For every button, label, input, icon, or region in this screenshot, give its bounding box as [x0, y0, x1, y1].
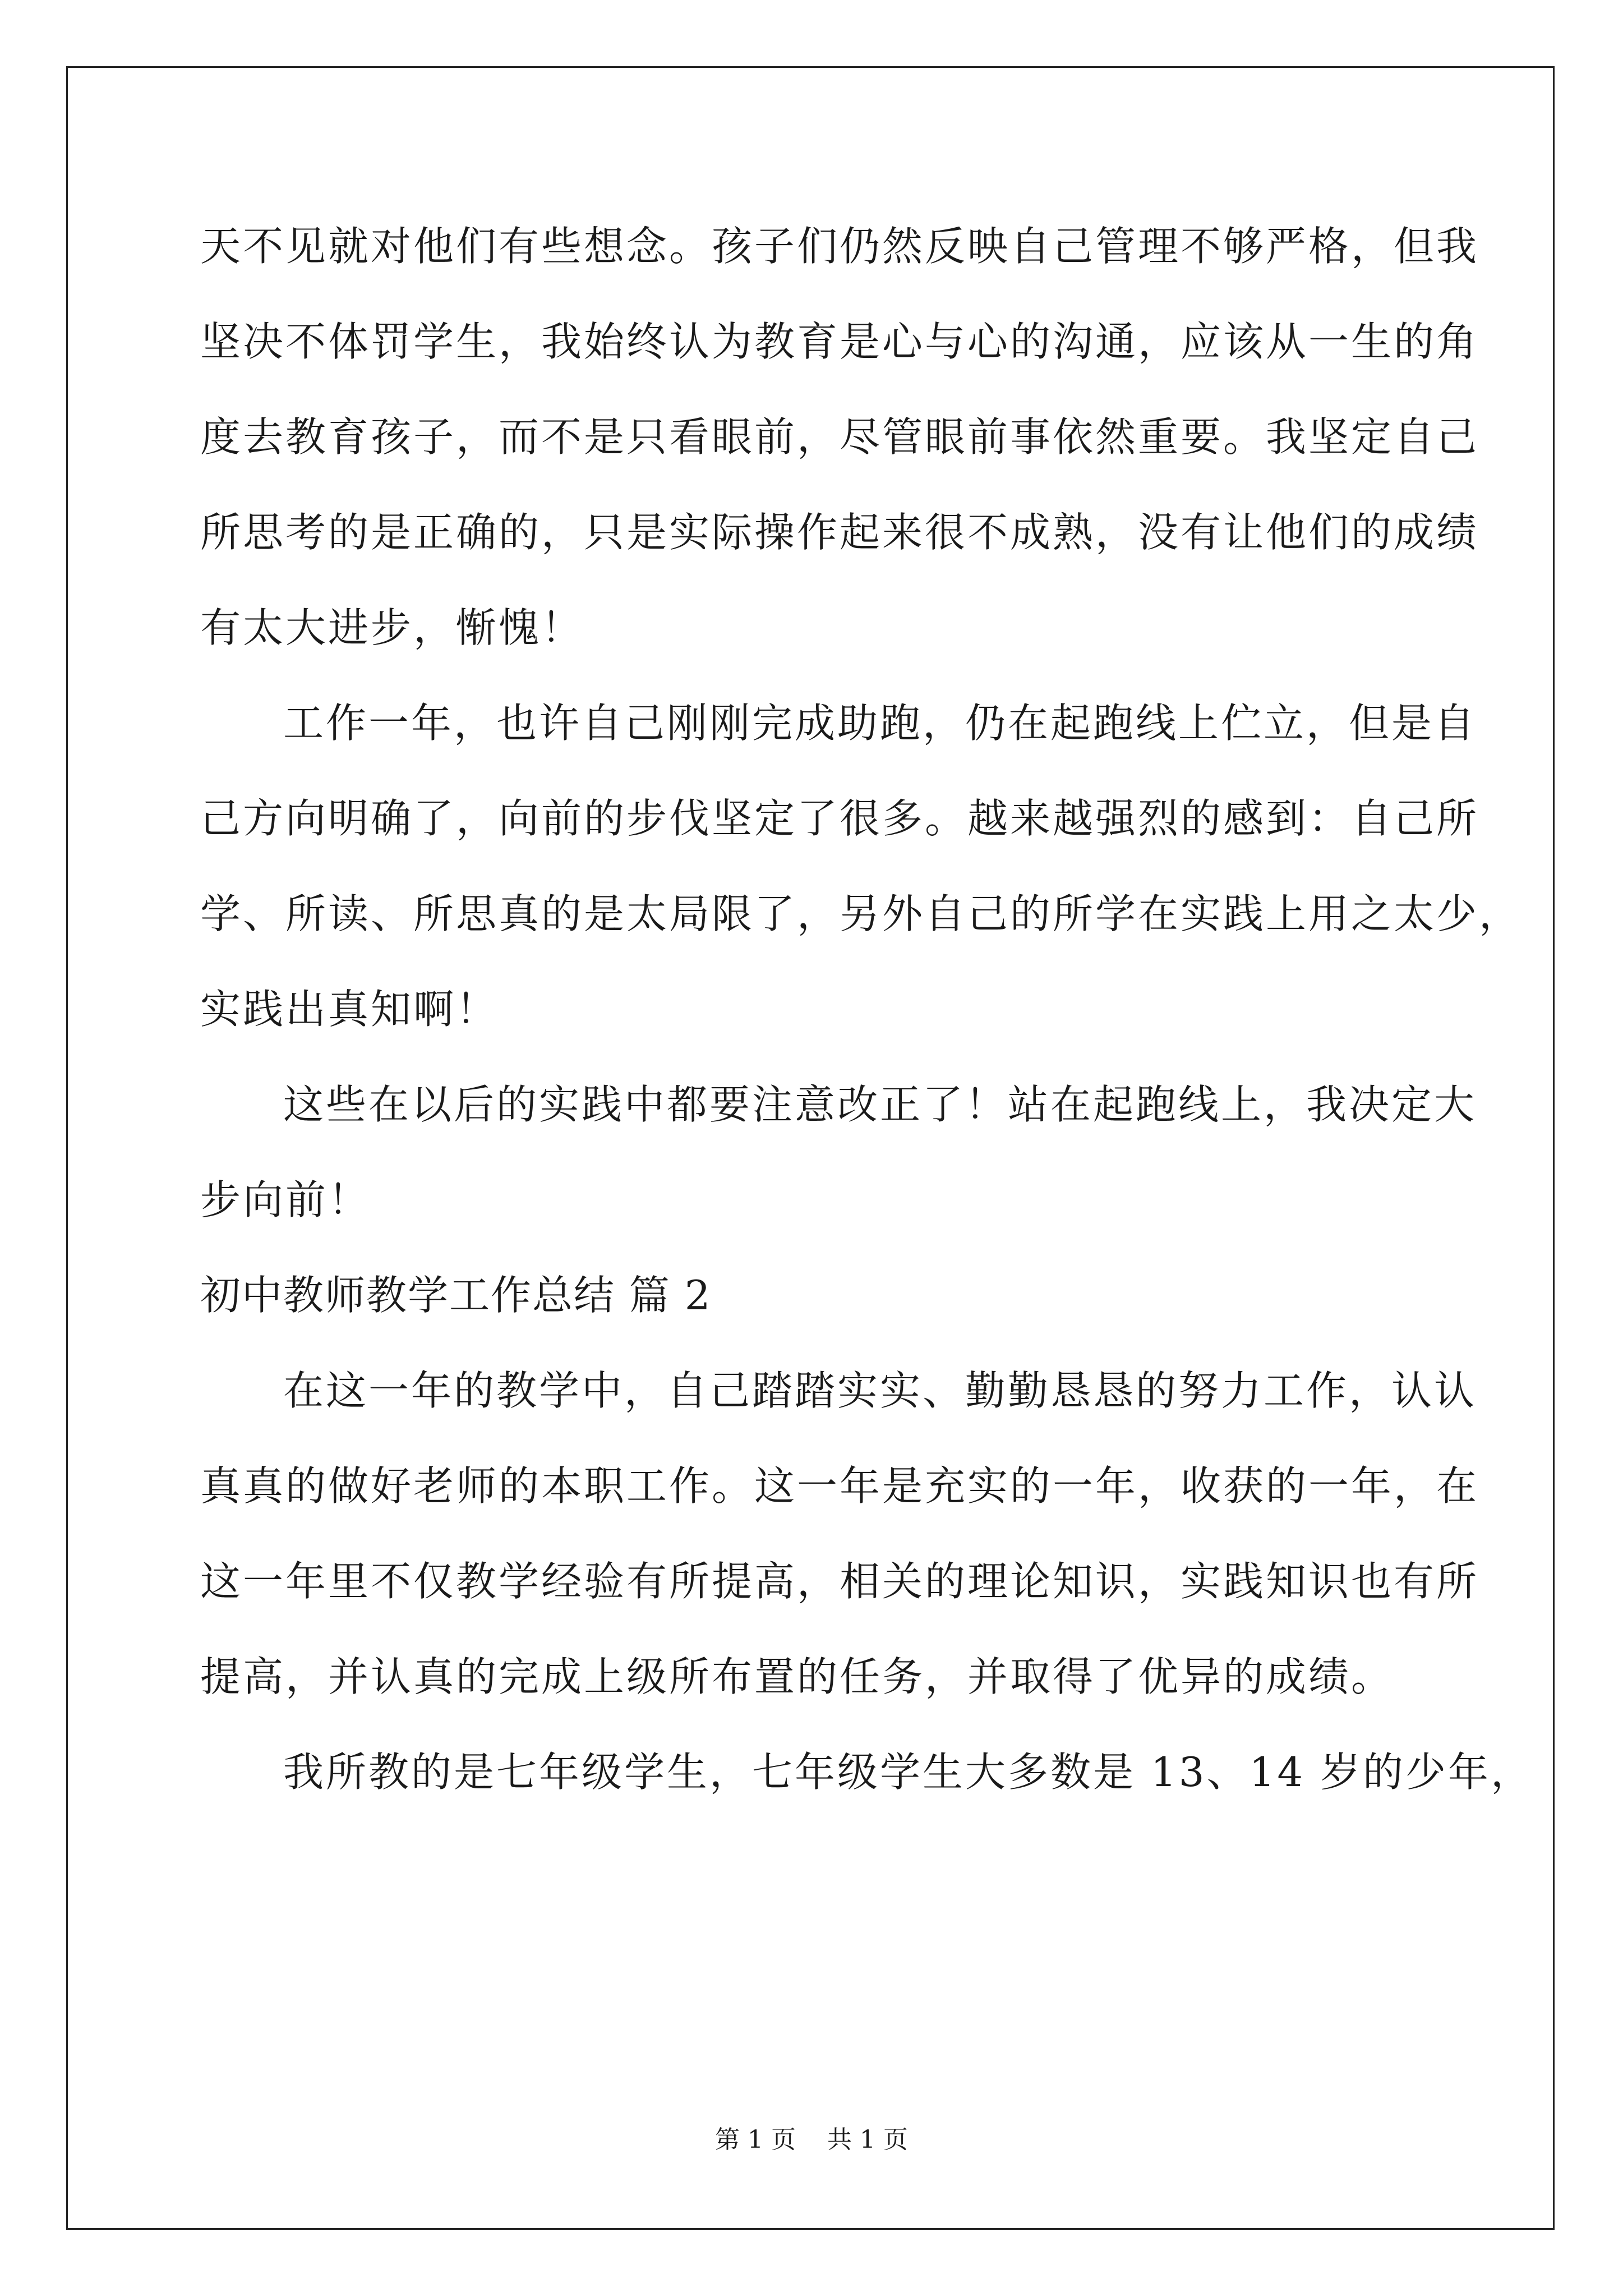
- paragraph-first-line: 我所教的是七年级学生，七年级学生大多数是 13、14 岁的少年，: [283, 1749, 1534, 1796]
- page-number-footer: 第 1 页 共 1 页: [715, 2125, 908, 2154]
- text-line: 实践出真知啊！: [200, 986, 499, 1033]
- paragraph-first-line: 在这一年的教学中，自己踏踏实实、勤勤恳恳的努力工作，认认: [283, 1367, 1477, 1414]
- paragraph-first-line: 工作一年，也许自己刚刚完成助跑，仍在起跑线上伫立，但是自: [283, 700, 1477, 747]
- text-line: 有太大进步，惭愧！: [200, 604, 584, 651]
- text-line: 步向前！: [200, 1176, 371, 1223]
- text-line: 天不见就对他们有些想念。孩子们仍然反映自己管理不够严格，但我: [200, 223, 1479, 270]
- section-heading: 初中教师教学工作总结 篇 2: [200, 1272, 712, 1319]
- text-line: 学、所读、所思真的是太局限了，另外自己的所学在实践上用之太少，: [200, 890, 1522, 937]
- text-line: 坚决不体罚学生，我始终认为教育是心与心的沟通，应该从一生的角: [200, 318, 1479, 365]
- text-line: 提高，并认真的完成上级所布置的任务，并取得了优异的成绩。: [200, 1653, 1394, 1700]
- text-line: 己方向明确了，向前的步伐坚定了很多。越来越强烈的感到：自己所: [200, 795, 1479, 842]
- document-body: [200, 222, 1534, 1843]
- text-line: 真真的做好老师的本职工作。这一年是充实的一年，收获的一年，在: [200, 1462, 1479, 1510]
- text-line: 这一年里不仅教学经验有所提高，相关的理论知识，实践知识也有所: [200, 1558, 1479, 1605]
- text-line: 所思考的是正确的，只是实际操作起来很不成熟，没有让他们的成绩: [200, 509, 1479, 556]
- paragraph-first-line: 这些在以后的实践中都要注意改正了！站在起跑线上，我决定大: [283, 1081, 1477, 1128]
- text-line: 度去教育孩子，而不是只看眼前，尽管眼前事依然重要。我坚定自己: [200, 413, 1479, 461]
